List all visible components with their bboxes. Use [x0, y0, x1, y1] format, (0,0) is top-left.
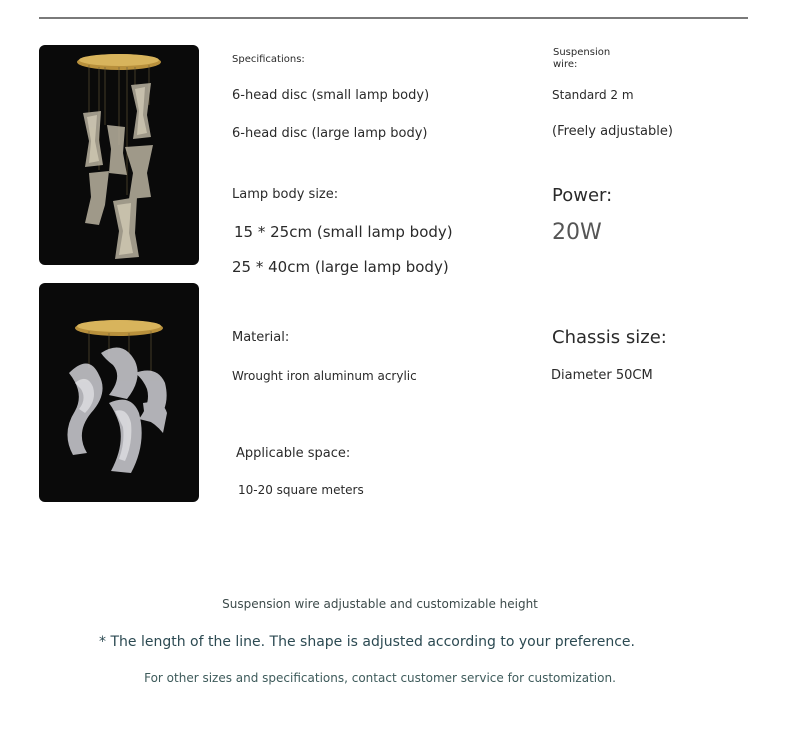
- lamp-body-small: 15 * 25cm (small lamp body): [234, 223, 453, 241]
- footer-length-note: * The length of the line. The shape is adjusted according to your preference.: [99, 634, 635, 650]
- spec-large-lamp: 6-head disc (large lamp body): [232, 126, 428, 141]
- chassis-size-label: Chassis size:: [552, 327, 667, 348]
- suspension-note: (Freely adjustable): [552, 124, 673, 139]
- spec-small-lamp: 6-head disc (small lamp body): [232, 88, 430, 103]
- chandelier-illustration-2: [39, 283, 199, 502]
- applicable-space-value: 10-20 square meters: [238, 483, 364, 497]
- material-value: Wrought iron aluminum acrylic: [232, 369, 417, 383]
- footer-customization-note: For other sizes and specifications, contact customer service for customization.: [144, 671, 616, 685]
- lamp-body-large: 25 * 40cm (large lamp body): [232, 258, 449, 276]
- lamp-body-label: Lamp body size:: [232, 187, 339, 202]
- specifications-label: Specifications:: [232, 54, 305, 65]
- power-value: 20W: [552, 220, 602, 245]
- product-photo-small-lamps: [39, 45, 199, 265]
- top-divider: [39, 17, 748, 19]
- product-photo-large-lamps: [39, 283, 199, 502]
- suspension-value: Standard 2 m: [552, 88, 634, 102]
- chassis-size-value: Diameter 50CM: [551, 368, 653, 383]
- suspension-label: Suspension wire:: [553, 47, 611, 70]
- material-label: Material:: [232, 330, 290, 345]
- applicable-space-label: Applicable space:: [236, 446, 351, 461]
- power-label: Power:: [552, 185, 613, 206]
- footer-suspension-note: Suspension wire adjustable and customizable height: [222, 597, 538, 611]
- chandelier-illustration-1: [39, 45, 199, 265]
